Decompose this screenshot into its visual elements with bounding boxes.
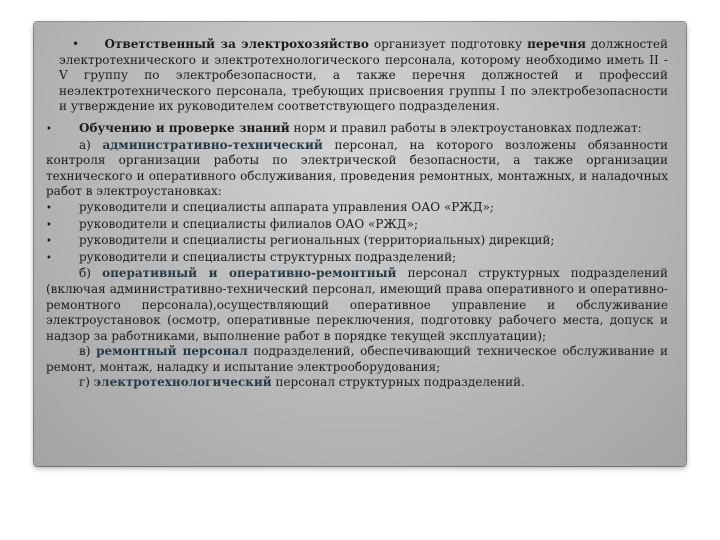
category-a xyxy=(46,138,668,200)
list-item xyxy=(46,200,668,217)
list-bullet: • xyxy=(46,236,52,248)
training-bullet: • xyxy=(46,123,52,135)
intro-lead: Ответственный за электрохозяйство xyxy=(104,37,369,51)
list-bullet: • xyxy=(46,219,52,231)
list-item-text: руководители и специалисты структурных подразделений; xyxy=(79,249,457,264)
list-item-text: руководители и специалисты аппарата управления ОАО «РЖД»; xyxy=(79,199,494,214)
list-item xyxy=(46,217,668,234)
category-b-prefix: б) xyxy=(79,266,103,281)
slide-content xyxy=(46,37,668,391)
category-d-text: персонал структурных подразделений. xyxy=(271,375,525,390)
training-lead-rest: норм и правил работы в электроустановках подлежат: xyxy=(289,120,642,135)
intro-text-2: должностей электротехнического и электротехнологического персонала, которому необходимо иметь II - V группу по электробезопасности, а также перечня должностей и профессий неэлектротехнического персонала, требующих присвоения группы I по электробезопасности и утверждение их руководителем соответствующего подразделения. xyxy=(59,37,669,114)
category-c xyxy=(46,344,668,375)
category-a-text: персонал, на которого возложены обязанности контроля организации работы по электрической безопасности, а также организации технического и оперативного обслуживания, проведения ремонтных, монтажных, и наладочных работ в электроустановках: xyxy=(46,137,669,199)
intro-bold-term: перечня xyxy=(527,37,586,51)
category-d-term: электротехнологический xyxy=(93,375,272,390)
category-b-text: персонал структурных подразделений (включая административно-технический персонал, имеющий права оперативного и оперативно-ремонтного персонала),осуществляющий оперативное управление и обслуживание электроустановок (осмотр, оперативные переключения, подготовку рабочего места, допуск и надзор за работниками, выполнение работ в порядке текущей эксплуатации); xyxy=(46,266,668,343)
list-bullet: • xyxy=(46,252,52,264)
category-c-text: подразделений, обеспечивающий техническое обслуживание и ремонт, монтаж, наладку и испытание электрооборудования; xyxy=(46,344,669,374)
training-lead: Обучению и проверке знаний xyxy=(79,120,290,135)
list-item-text: руководители и специалисты региональных (территориальных) дирекций; xyxy=(79,233,555,248)
list-item xyxy=(46,250,668,267)
list-item xyxy=(46,233,668,250)
intro-bullet: • xyxy=(72,37,80,51)
category-b-term: оперативный и оперативно-ремонтный xyxy=(102,266,397,281)
list-bullet: • xyxy=(46,202,52,214)
training-heading xyxy=(46,121,668,138)
category-a-prefix: а) xyxy=(79,137,103,152)
category-b xyxy=(46,266,668,344)
intro-text-1: организует подготовку xyxy=(368,37,528,51)
list-item-text: руководители и специалисты филиалов ОАО «РЖД»; xyxy=(79,216,419,231)
category-d-prefix: г) xyxy=(79,375,94,390)
category-c-prefix: в) xyxy=(79,344,97,359)
category-a-term: административно-технический xyxy=(102,137,323,152)
intro-paragraph xyxy=(59,37,668,115)
category-c-term: ремонтный персонал xyxy=(96,344,248,359)
category-d xyxy=(46,375,668,391)
